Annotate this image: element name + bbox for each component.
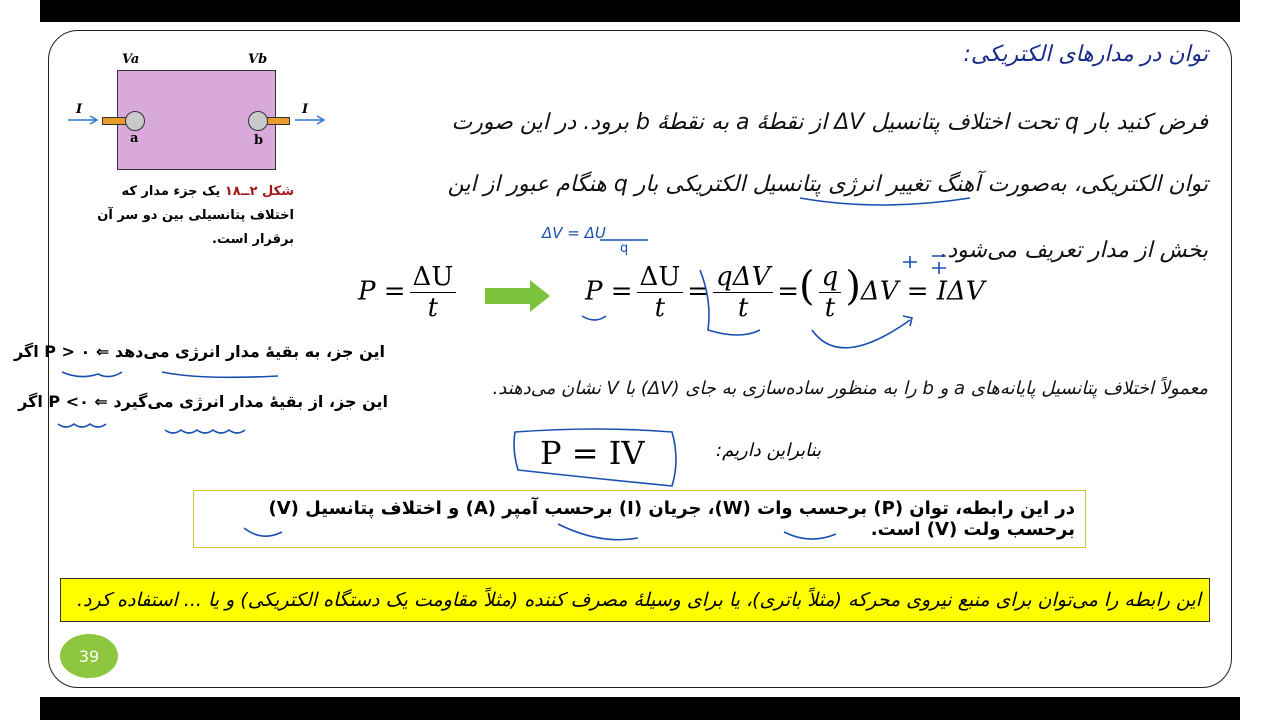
letterbox-bottom (40, 697, 1240, 720)
paragraph-line-2: توان الکتریکی، به‌صورت آهنگ تغییر انرژی پتانسیل الکتریکی بار q هنگام عبور از این (447, 172, 1208, 197)
label-a: a (130, 131, 139, 146)
label-current-in: I (76, 102, 83, 117)
eq-den: t (427, 293, 439, 323)
paragraph-line-3: بخش از مدار تعریف می‌شود. (940, 238, 1208, 263)
equation-power-definition (358, 262, 460, 323)
eq-num: ΔU (410, 262, 457, 293)
therefore-label: بنابراین داریم: (716, 440, 822, 461)
eq-lhs: P = (358, 276, 406, 307)
case-positive-power: این جز، به بقیهٔ مدار انرژی می‌دهد ⇐ P > ۰ اگر (13, 342, 385, 361)
main-formula: P = IV (540, 434, 645, 472)
eq2-tail: ΔV = IΔV (860, 276, 985, 307)
svg-text:q: q (620, 241, 629, 256)
case-negative-power: این جز، از بقیهٔ مدار انرژی می‌گیرد ⇐ P <۰ اگر (18, 392, 388, 411)
letterbox-top (40, 0, 1240, 22)
eq2-num1: ΔU (637, 262, 684, 293)
units-box (193, 490, 1086, 548)
terminal-a (125, 111, 145, 131)
simplify-line: معمولاً اختلاف پتانسیل پایانه‌های a و b را به منظور ساده‌سازی به جای (ΔV) با V نشان می‌دهند. (492, 378, 1208, 399)
eq2-num3: q (819, 262, 842, 293)
slide-title: توان در مدارهای الکتریکی: (963, 42, 1208, 67)
eq2-den2: t (737, 293, 749, 323)
figure-number: شکل ۲ــ۱۸ (224, 184, 294, 199)
eq2-den1: t (654, 293, 666, 323)
label-va: Va (122, 52, 140, 67)
svg-text:ΔV = ΔU: ΔV = ΔU (542, 224, 606, 242)
paragraph-line-1: فرض کنید بار q تحت اختلاف پتانسیل ΔV از نقطهٔ a به نقطهٔ b برود. در این صورت (451, 110, 1208, 135)
eq2-lhs: P = (585, 276, 633, 307)
equation-power-derivation: P = $\frac{\Delta U}{t}$ = $\frac{\text{qΔV}}{t}$ =( $\frac{q}{t}$ )ΔV = IΔV (585, 262, 985, 323)
units-text: در این رابطه، توان (P) برحسب وات (W)، جریان (I) برحسب آمپر (A) و اختلاف پتانسیل (V) برحسب ولت (V) است. (268, 498, 1075, 540)
label-current-out: I (302, 102, 309, 117)
page-number-badge: 39 (60, 634, 118, 678)
terminal-b (248, 111, 268, 131)
figure-caption-text: یک جزء مدار که اختلاف پتانسیلی بین دو سر آن برقرار است. (97, 184, 294, 247)
label-vb: Vb (248, 52, 268, 67)
eq2-den3: t (824, 293, 836, 323)
highlight-note (60, 578, 1210, 622)
label-b: b (254, 133, 264, 148)
figure-caption (80, 180, 294, 252)
note-text: این رابطه را می‌توان برای منبع نیروی محرکه (مثلاً باتری)، یا برای وسیلهٔ مصرف کننده (مثلاً مقاومت یک دستگاه الکتریکی) و یا ... استفاده کرد. (76, 589, 1201, 611)
eq2-num2: qΔV (713, 262, 773, 293)
